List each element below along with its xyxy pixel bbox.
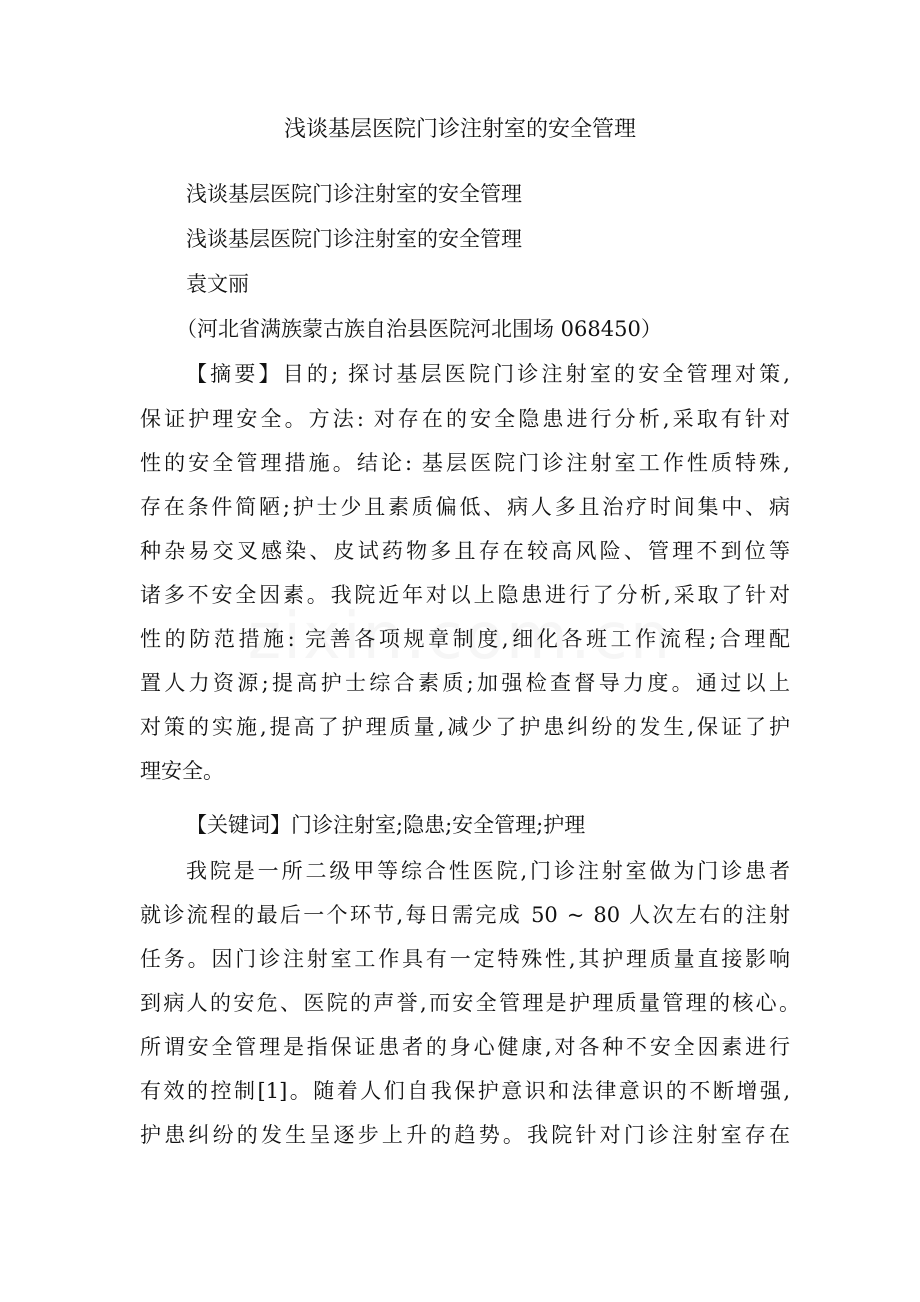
- author-affiliation: （河北省满族蒙古族自治县医院河北围场 068450）: [176, 317, 662, 341]
- subtitle-line-2: 浅谈基层医院门诊注射室的安全管理: [186, 227, 522, 251]
- document-title: 浅谈基层医院门诊注射室的安全管理: [283, 117, 636, 142]
- abstract-line: 存在条件简陋;护士少且素质偏低、病人多且治疗时间集中、病: [140, 495, 790, 519]
- body-line: 任务。因门诊注射室工作具有一定特殊性,其护理质量直接影响: [140, 947, 790, 971]
- abstract-line: 种杂易交叉感染、皮试药物多且存在较高风险、管理不到位等: [140, 539, 790, 563]
- body-line: 护患纠纷的发生呈逐步上升的趋势。我院针对门诊注射室存在: [140, 1123, 790, 1147]
- body-line: 有效的控制[1]。随着人们自我保护意识和法律意识的不断增强,: [140, 1079, 790, 1103]
- abstract-line: 性的安全管理措施。结论: 基层医院门诊注射室工作性质特殊,: [140, 451, 790, 475]
- abstract-line: 诸多不安全因素。我院近年对以上隐患进行了分析,采取了针对: [140, 583, 790, 607]
- body-line: 就诊流程的最后一个环节,每日需完成 50 ~ 80 人次左右的注射: [140, 903, 790, 927]
- abstract-line: 【摘要】目的; 探讨基层医院门诊注射室的安全管理对策,: [186, 362, 790, 386]
- body-line: 到病人的安危、医院的声誉,而安全管理是护理质量管理的核心。: [140, 991, 800, 1015]
- abstract-line: 保证护理安全。方法: 对存在的安全隐患进行分析,采取有针对: [140, 407, 790, 431]
- abstract-line: 对策的实施,提高了护理质量,减少了护患纠纷的发生,保证了护: [140, 715, 790, 739]
- abstract-line: 置人力资源;提高护士综合素质;加强检查督导力度。通过以上: [140, 671, 790, 695]
- abstract-line: 性的防范措施: 完善各项规章制度,细化各班工作流程;合理配: [140, 627, 790, 651]
- keywords-line: 【关键词】门诊注射室;隐患;安全管理;护理: [186, 813, 586, 837]
- subtitle-line-1: 浅谈基层医院门诊注射室的安全管理: [186, 182, 522, 206]
- body-line: 所谓安全管理是指保证患者的身心健康,对各种不安全因素进行: [140, 1035, 790, 1059]
- body-line: 我院是一所二级甲等综合性医院,门诊注射室做为门诊患者: [186, 859, 790, 883]
- author-name: 袁文丽: [186, 272, 249, 296]
- abstract-line: 理安全。: [140, 759, 224, 783]
